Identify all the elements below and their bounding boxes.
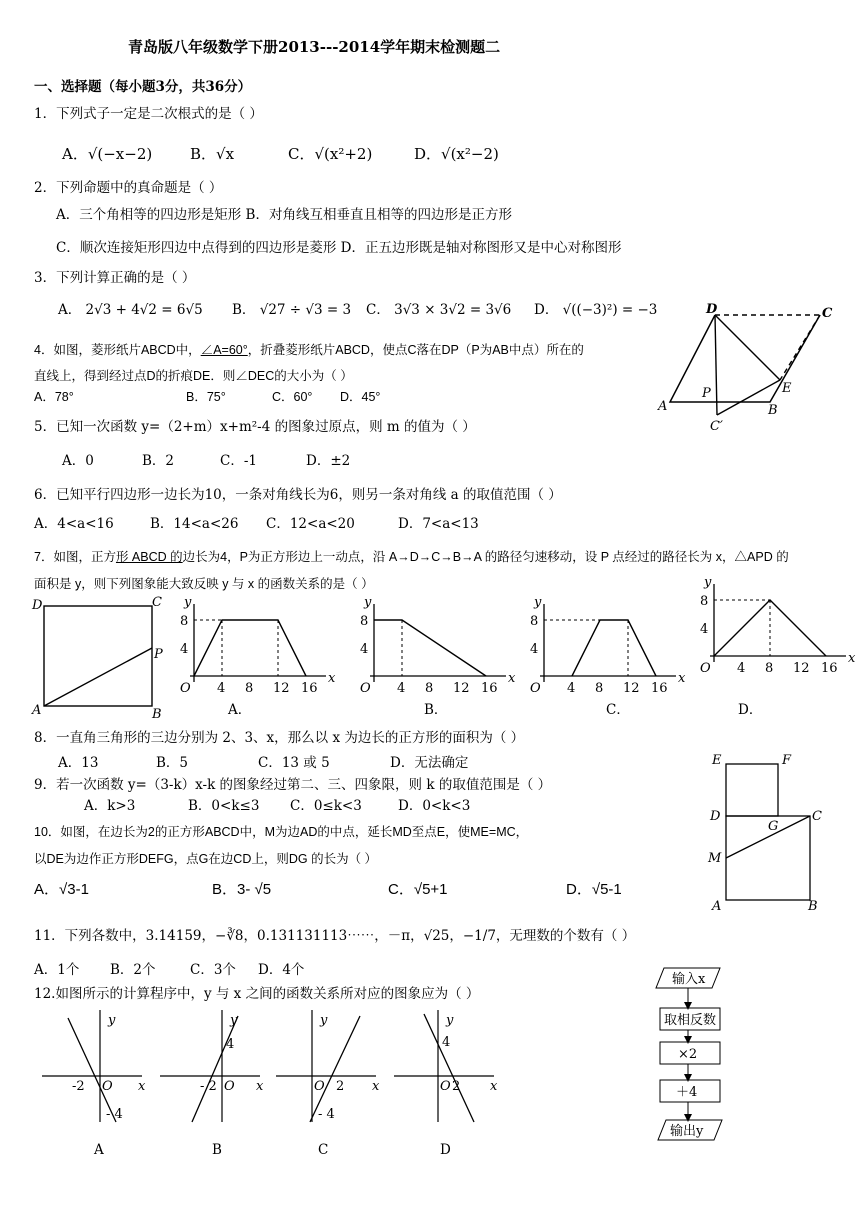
q7-label-a-option: A． [228,702,252,718]
x-axis-label: x [138,1079,146,1094]
q6-option-b: B．14<a<26 [150,516,239,532]
q4-stem-part2: ，折叠菱形纸片ABCD，使点C落在DP（P为AB中点）所在的 [247,343,584,357]
y-tick-label: 4 [180,642,189,657]
x-tick-label: 12 [793,661,810,676]
q9-option-c: C．0≤k<3 [290,798,362,814]
intercept-label: 4 [226,1037,235,1052]
origin-label: O [440,1079,451,1094]
x-tick-label: 8 [425,681,434,696]
y-tick-label: 4 [530,642,539,657]
y-axis-label: y [534,595,542,610]
x-tick-label: 16 [481,681,498,696]
x-tick-label: 16 [651,681,668,696]
graph-line [192,1016,238,1122]
q10-option-b: B．3- √5 [212,881,272,898]
q12-stem: 12.如图所示的计算程序中，y 与 x 之间的函数关系所对应的图象应为（ ） [34,986,480,1002]
q6-option-a: A．4<a<16 [34,516,114,532]
q3-option-a: A． 2√3 + 4√2 = 6√5 [58,302,203,318]
q1-option-a: A．√(−x−2) [62,145,153,163]
q11-part-a: 11．下列各数中，3.14159， [34,928,216,944]
q11-part-c: ，0.131131113⋯⋯，－π， [243,928,424,944]
x-axis-label: x [678,671,686,686]
y-tick-label: 8 [180,614,189,629]
y-axis-label: y [184,595,192,610]
x-axis-label: x [372,1079,380,1094]
q7-label-b-option: B． [424,702,448,718]
intercept-label: - 4 [318,1107,335,1122]
q4-stem-line2: 直线上，得到经过点D的折痕DE．则∠DEC的大小为（ ） [34,369,353,383]
graph-line [424,1014,474,1122]
q5-option-b: B．2 [142,453,175,469]
q3-stem: 3．下列计算正确的是（ ） [34,270,196,286]
q10-option-d: D．√5-1 [566,881,622,898]
q10-label-a: A [712,899,722,914]
q4-angle: ∠A=60° [200,343,248,357]
q12-flowchart [650,964,750,1149]
origin-label: O [102,1079,113,1094]
q12-graph-a [42,1010,154,1135]
y-axis-label: y [704,575,712,590]
x-tick-label: 12 [453,681,470,696]
q4-label-p: P [702,386,711,401]
q11-part-g: ，无理数的个数有（ ） [495,928,636,944]
q11-fraction: −1/7 [462,928,496,944]
q3-option-b: B． √27 ÷ √3 = 3 [232,302,352,318]
intercept-label: - 2 [200,1079,217,1094]
q6-option-c: C．12<a<20 [266,516,355,532]
q4-option-a: A．78° [34,390,74,404]
q7-graph-b [352,595,522,700]
x-tick-label: 8 [595,681,604,696]
q7-square-figure [30,595,170,722]
flow-times2: ×2 [678,1047,698,1062]
q10-label-e: E [712,753,722,768]
q8-option-d: D．无法确定 [390,755,469,771]
q4-label-c-prime: C′ [710,419,723,434]
q1-stem: 1．下列式子一定是二次根式的是（ ） [34,106,263,122]
origin-label: O [700,661,711,676]
q4-label-b: B [768,403,778,418]
x-axis-label: x [848,651,856,666]
q7-stem-line2: 面积是 y，则下列图象能大致反映 y 与 x 的函数关系的是（ ） [34,577,374,591]
q11-option-a: A．1个 [34,962,80,978]
q5-option-c: C．-1 [220,453,257,469]
q7-graph-c [522,595,692,700]
q11-cube-root: −∛8 [215,928,244,944]
q4-rhombus-figure [650,300,840,440]
origin-label: O [180,681,191,696]
graph-line [572,620,656,676]
q4-label-e: E [782,381,792,396]
x-tick-label: 4 [737,661,746,676]
y-axis-label: y [108,1013,116,1028]
q11-option-b: B．2个 [110,962,156,978]
y-tick-label: 8 [530,614,539,629]
q10-option-c: C．√5+1 [388,881,448,898]
q8-stem: 8．一直角三角形的三边分别为 2、3、x，那么以 x 为边长的正方形的面积为（ ） [34,730,525,746]
q9-stem: 9．若一次函数 y=（3-k）x-k 的图象经过第二、三、四象限，则 k 的取值范围是（ ） [34,777,552,793]
x-tick-label: 12 [273,681,290,696]
q7-label-b: B [152,707,162,722]
q6-option-d: D．7<a<13 [398,516,479,532]
q11-option-d: D．4个 [258,962,305,978]
q7-stem-part3: 边长为4，P为正方形边上一动点，沿 A→D→C→B→A 的路径匀速移动，设 P 点经过的路径长为 x，△APD 的 [182,550,789,564]
q9-option-b: B．0<k≤3 [188,798,260,814]
x-tick-label: 8 [765,661,774,676]
q12-graph-b [160,1010,272,1135]
page-title: 青岛版八年级数学下册2013---2014学年期末检测题二 [128,38,501,56]
q5-option-a: A．0 [62,453,94,469]
q9-option-a: A．k>3 [84,798,136,814]
q10-label-g: G [768,819,779,834]
section-heading: 一、选择题（每小题3分，共36分） [34,79,252,95]
y-tick-label: 8 [360,614,369,629]
q12-label-b: B [212,1142,222,1158]
origin-label: O [314,1079,325,1094]
q10-label-b: B [808,899,818,914]
origin-label: O [530,681,541,696]
q11-option-c: C．3个 [190,962,236,978]
q7-stem-line1 [34,547,789,565]
q2-options-line1: A．三个角相等的四边形是矩形 B．对角线互相垂直且相等的四边形是正方形 [56,207,512,223]
graph-line [374,620,486,676]
flow-input: 输入x [672,972,706,987]
q4-option-b: B．75° [186,390,226,404]
x-axis-label: x [508,671,516,686]
y-axis-label: y [230,1013,238,1028]
flow-output: 输出y [670,1124,704,1139]
q12-label-a: A [94,1142,104,1158]
x-tick-label: 4 [567,681,576,696]
q3-option-d: D． √((−3)²) = −3 [534,302,658,318]
x-tick-label: 8 [245,681,254,696]
y-tick-label: 4 [360,642,369,657]
y-tick-label: 8 [700,594,709,609]
q10-label-m: M [708,851,722,866]
y-tick-label: 4 [700,622,709,637]
q4-label-d: D [706,302,718,317]
intercept-label: 2 [336,1079,345,1094]
q7-label-p: P [154,647,163,662]
q11-sqrt25: √25 [423,928,450,944]
y-axis-label: y [364,595,372,610]
q10-stem-line1: 10．如图，在边长为2的正方形ABCD中，M为边AD的中点，延长MD至点E，使ME=MC， [34,825,529,839]
q8-option-a: A．13 [58,755,99,771]
y-axis-label: y [446,1013,454,1028]
q8-option-c: C．13 或 5 [258,755,330,771]
q12-graph-c [276,1010,388,1135]
q10-label-d: D [710,809,721,824]
q1-option-c: C．√(x²+2) [288,145,373,163]
q4-option-d: D．45° [340,390,381,404]
intercept-label: - 4 [106,1107,123,1122]
q10-label-f: F [782,753,792,768]
q7-label-c-option: C． [606,702,630,718]
intercept-label: 2 [452,1079,461,1094]
q12-label-c: C [318,1142,329,1158]
q12-label-d: D [440,1142,451,1158]
q9-option-d: D．0<k<3 [398,798,471,814]
flow-plus4: ＋4 [676,1085,698,1100]
q10-square-figure [700,748,840,918]
q3-option-c: C． 3√3 × 3√2 = 3√6 [366,302,512,318]
q5-stem: 5．已知一次函数 y=（2+m）x+m²-4 的图象过原点，则 m 的值为（ ） [34,419,476,435]
q10-stem-line2: 以DE为边作正方形DEFG，点G在边CD上，则DG 的长为（ ） [34,852,378,866]
q5-option-d: D．±2 [306,453,351,469]
intercept-label: 4 [442,1035,451,1050]
q7-stem-part1: 7．如图，正方 [34,550,116,564]
q4-label-a: A [658,399,668,414]
x-tick-label: 4 [397,681,406,696]
graph-line [194,620,306,676]
x-tick-label: 16 [821,661,838,676]
q7-stem-part2: 形 ABCD 的 [115,550,183,564]
q4-stem-line1 [34,340,584,358]
q4-label-c: C [822,306,833,321]
q8-option-b: B．5 [156,755,189,771]
flow-negate: 取相反数 [664,1013,717,1028]
q7-label-a: A [32,703,42,718]
q7-label-d: D [32,598,43,613]
q4-stem-part1: 4．如图，菱形纸片ABCD中， [34,343,201,357]
x-tick-label: 4 [217,681,226,696]
x-axis-label: x [490,1079,498,1094]
origin-label: O [360,681,371,696]
q7-graph-d [692,575,860,680]
q10-option-a: A．√3-1 [34,881,89,898]
q1-option-b: B．√x [190,145,235,163]
q10-label-c: C [812,809,822,824]
q11-part-e: ， [449,928,463,944]
q7-label-c: C [152,595,162,610]
x-tick-label: 12 [623,681,640,696]
q7-label-d-option: D． [738,702,763,718]
x-axis-label: x [328,671,336,686]
q12-graph-d [394,1010,506,1145]
y-axis-label: y [320,1013,328,1028]
q7-graph-a [172,595,342,700]
q11-stem [34,924,635,944]
origin-label: O [224,1079,235,1094]
x-tick-label: 16 [301,681,318,696]
intercept-label: -2 [72,1079,85,1094]
q2-stem: 2．下列命题中的真命题是（ ） [34,180,223,196]
x-axis-label: x [256,1079,264,1094]
q1-option-d: D．√(x²−2) [414,145,499,163]
q6-stem: 6．已知平行四边形一边长为10，一条对角线长为6，则另一条对角线 a 的取值范围（ ） [34,487,562,503]
q2-options-line2: C．顺次连接矩形四边中点得到的四边形是菱形 D．正五边形既是轴对称图形又是中心对称图形 [56,240,622,256]
q4-option-c: C．60° [272,390,313,404]
